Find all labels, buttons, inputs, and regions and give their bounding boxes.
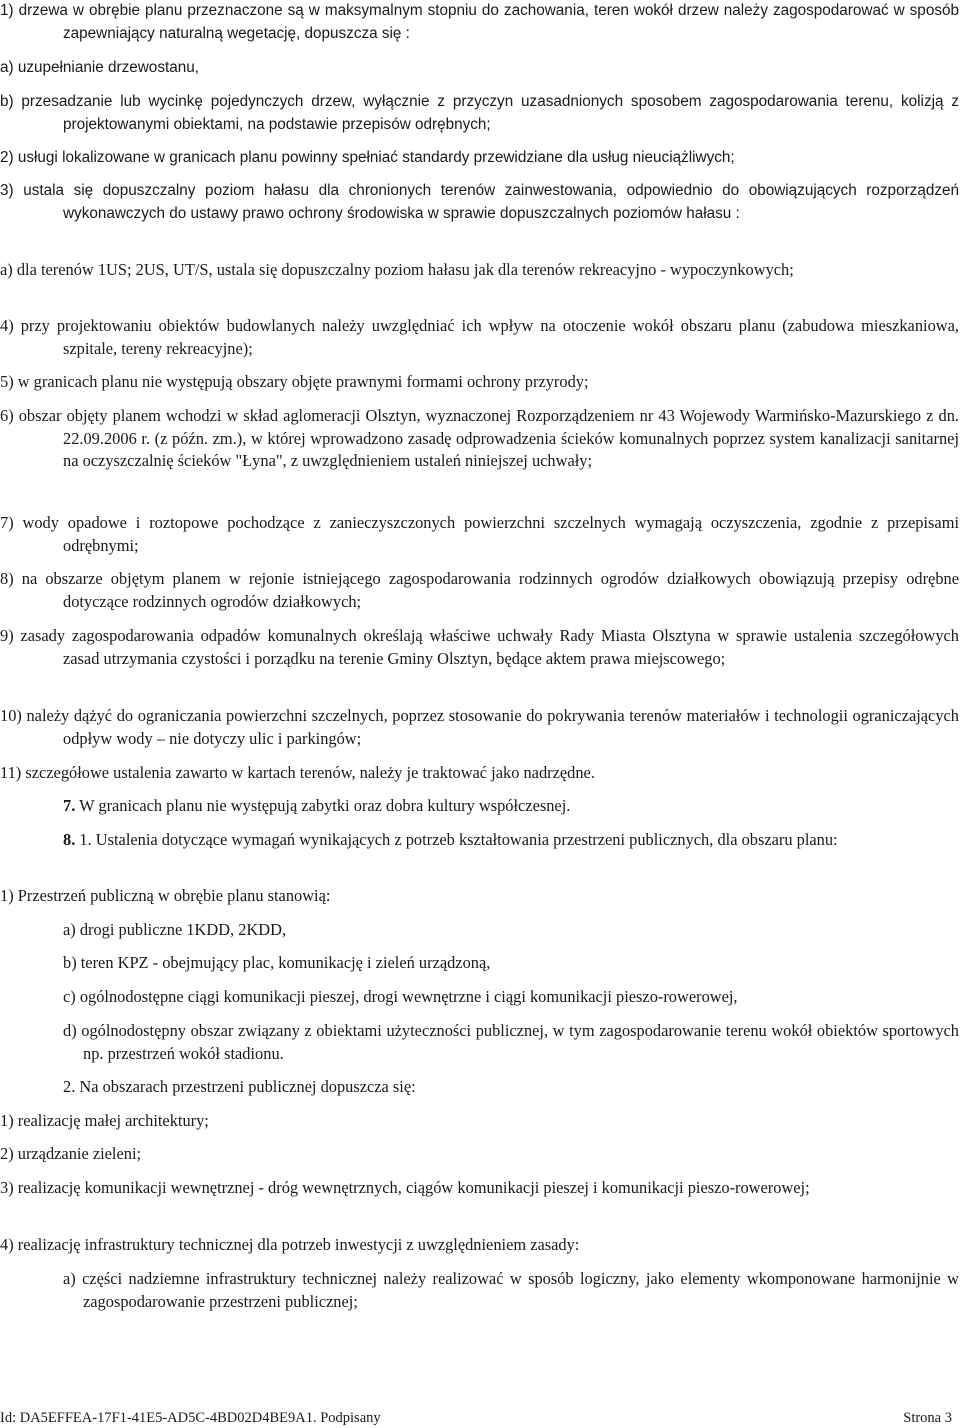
section-8-item-1d: d) ogólnodostępny obszar związany z obiektami użyteczności publicznej, w tym zagospodarowanie terenu wokół obiektów sportowych np. przestrzeń wokół stadionu. <box>63 1021 959 1063</box>
paragraph-8: 8) na obszarze objętym planem w rejonie istniejącego zagospodarowania rodzinnych ogrodów działkowych obowiązują przepisy odrębne dotyczące rodzinnych ogrodów działkowych; <box>0 569 959 611</box>
section-8-text: 1. Ustalenia dotyczące wymagań wynikających z potrzeb kształtowania przestrzeni publicznych, dla obszaru planu: <box>75 830 838 849</box>
paragraph-3a: a) dla terenów 1US; 2US, UT/S, ustala się dopuszczalny poziom hałasu jak dla terenów rekreacyjno - wypoczynkowych; <box>0 260 794 279</box>
section-8-intro <box>0 829 959 852</box>
section-8-item-2: 2. Na obszarach przestrzeni publicznej dopuszcza się: <box>63 1077 416 1096</box>
paragraph-2: 2) usługi lokalizowane w granicach planu powinny spełniać standardy przewidziane dla usług nieuciążliwych; <box>0 149 735 166</box>
paragraph-1: 1) drzewa w obrębie planu przeznaczone są w maksymalnym stopniu do zachowania, teren wokół drzew należy zagospodarować w sposób zapewniający naturalną wegetację, dopuszcza się : <box>0 2 959 42</box>
paragraph-10: 10) należy dążyć do ograniczania powierzchni szczelnych, poprzez stosowanie do pokrywania terenów materiałów i technologii ograniczających odpływ wody – nie dotyczy ulic i parkingów; <box>0 706 959 748</box>
section-7-number: 7. <box>63 796 76 815</box>
section-8-item-1a: a) drogi publiczne 1KDD, 2KDD, <box>63 920 287 939</box>
paragraph-7: 7) wody opadowe i roztopowe pochodzące z zanieczyszczonych powierzchni szczelnych wymagają oczyszczenia, zgodnie z przepisami odrębnymi; <box>0 513 959 555</box>
document-id: Id: DA5EFFEA-17F1-41E5-AD5C-4BD02D4BE9A1. Podpisany <box>0 1410 381 1426</box>
section-8-item-1b: b) teren KPZ - obejmujący plac, komunikację i zieleń urządzoną, <box>63 953 491 972</box>
section-7-text: W granicach planu nie występują zabytki oraz dobra kultury współczesnej. <box>75 796 571 815</box>
section-8-item-2-3: 3) realizację komunikacji wewnętrznej - dróg wewnętrznych, ciągów komunikacji pieszej i komunikacji pieszo-rowerowej; <box>0 1178 810 1197</box>
section-7 <box>0 795 960 818</box>
section-8-item-1c: c) ogólnodostępne ciągi komunikacji pieszej, drogi wewnętrzne i ciągi komunikacji pieszo-rowerowej, <box>63 987 738 1006</box>
paragraph-1b: b) przesadzanie lub wycinkę pojedynczych drzew, wyłącznie z przyczyn uzasadnionych sposobem zagospodarowania terenu, kolizją z projektowanymi obiektami, na podstawie przepisów odrębnych; <box>0 93 959 133</box>
paragraph-9: 9) zasady zagospodarowania odpadów komunalnych określają właściwe uchwały Rady Miasta Olsztyna w sprawie ustalenia szczegółowych zasad utrzymania czystości i porządku na terenie Gminy Olsztyn, będące aktem prawa miejscowego; <box>0 626 959 668</box>
paragraph-3: 3) ustala się dopuszczalny poziom hałasu dla chronionych terenów zainwestowania, odpowiednio do obowiązujących rozporządzeń wykonawczych do ustawy prawo ochrony środowiska w sprawie dopuszczalnych poziomów hałasu : <box>0 182 959 222</box>
paragraph-4: 4) przy projektowaniu obiektów budowlanych należy uwzględniać ich wpływ na otoczenie wokół obszaru planu (zabudowa mieszkaniowa, szpitale, tereny rekreacyjne); <box>0 316 959 358</box>
paragraph-1a: a) uzupełnianie drzewostanu, <box>0 59 199 76</box>
section-8-item-2-4a: a) części nadziemne infrastruktury technicznej należy realizować w sposób logiczny, jako elementy wkomponowane harmonijnie w zagospodarowanie przestrzeni publicznej; <box>63 1269 959 1311</box>
section-8-item-2-2: 2) urządzanie zieleni; <box>0 1144 142 1163</box>
section-8-item-2-1: 1) realizację małej architektury; <box>0 1111 209 1130</box>
section-8-number: 8. <box>63 830 76 849</box>
paragraph-5: 5) w granicach planu nie występują obszary objęte prawnymi formami ochrony przyrody; <box>0 372 589 391</box>
paragraph-11: 11) szczegółowe ustalenia zawarto w kartach terenów, należy je traktować jako nadrzędne. <box>0 763 595 782</box>
section-8-item-2-4: 4) realizację infrastruktury technicznej dla potrzeb inwestycji z uwzględnieniem zasady: <box>0 1235 580 1254</box>
section-8-item-1: 1) Przestrzeń publiczną w obrębie planu stanowią: <box>0 886 331 905</box>
page-number: Strona 3 <box>903 1410 952 1426</box>
paragraph-6: 6) obszar objęty planem wchodzi w skład aglomeracji Olsztyn, wyznaczonej Rozporządzeniem nr 43 Wojewody Warmińsko-Mazurskiego z dn. 22.09.2006 r. (z późn. zm.), w której wprowadzono zasadę odprowadzenia ścieków komunalnych poprzez system kanalizacji sanitarnej na oczyszczalnię ścieków "Łyna", z uwzględnieniem ustaleń niniejszej uchwały; <box>0 406 959 470</box>
